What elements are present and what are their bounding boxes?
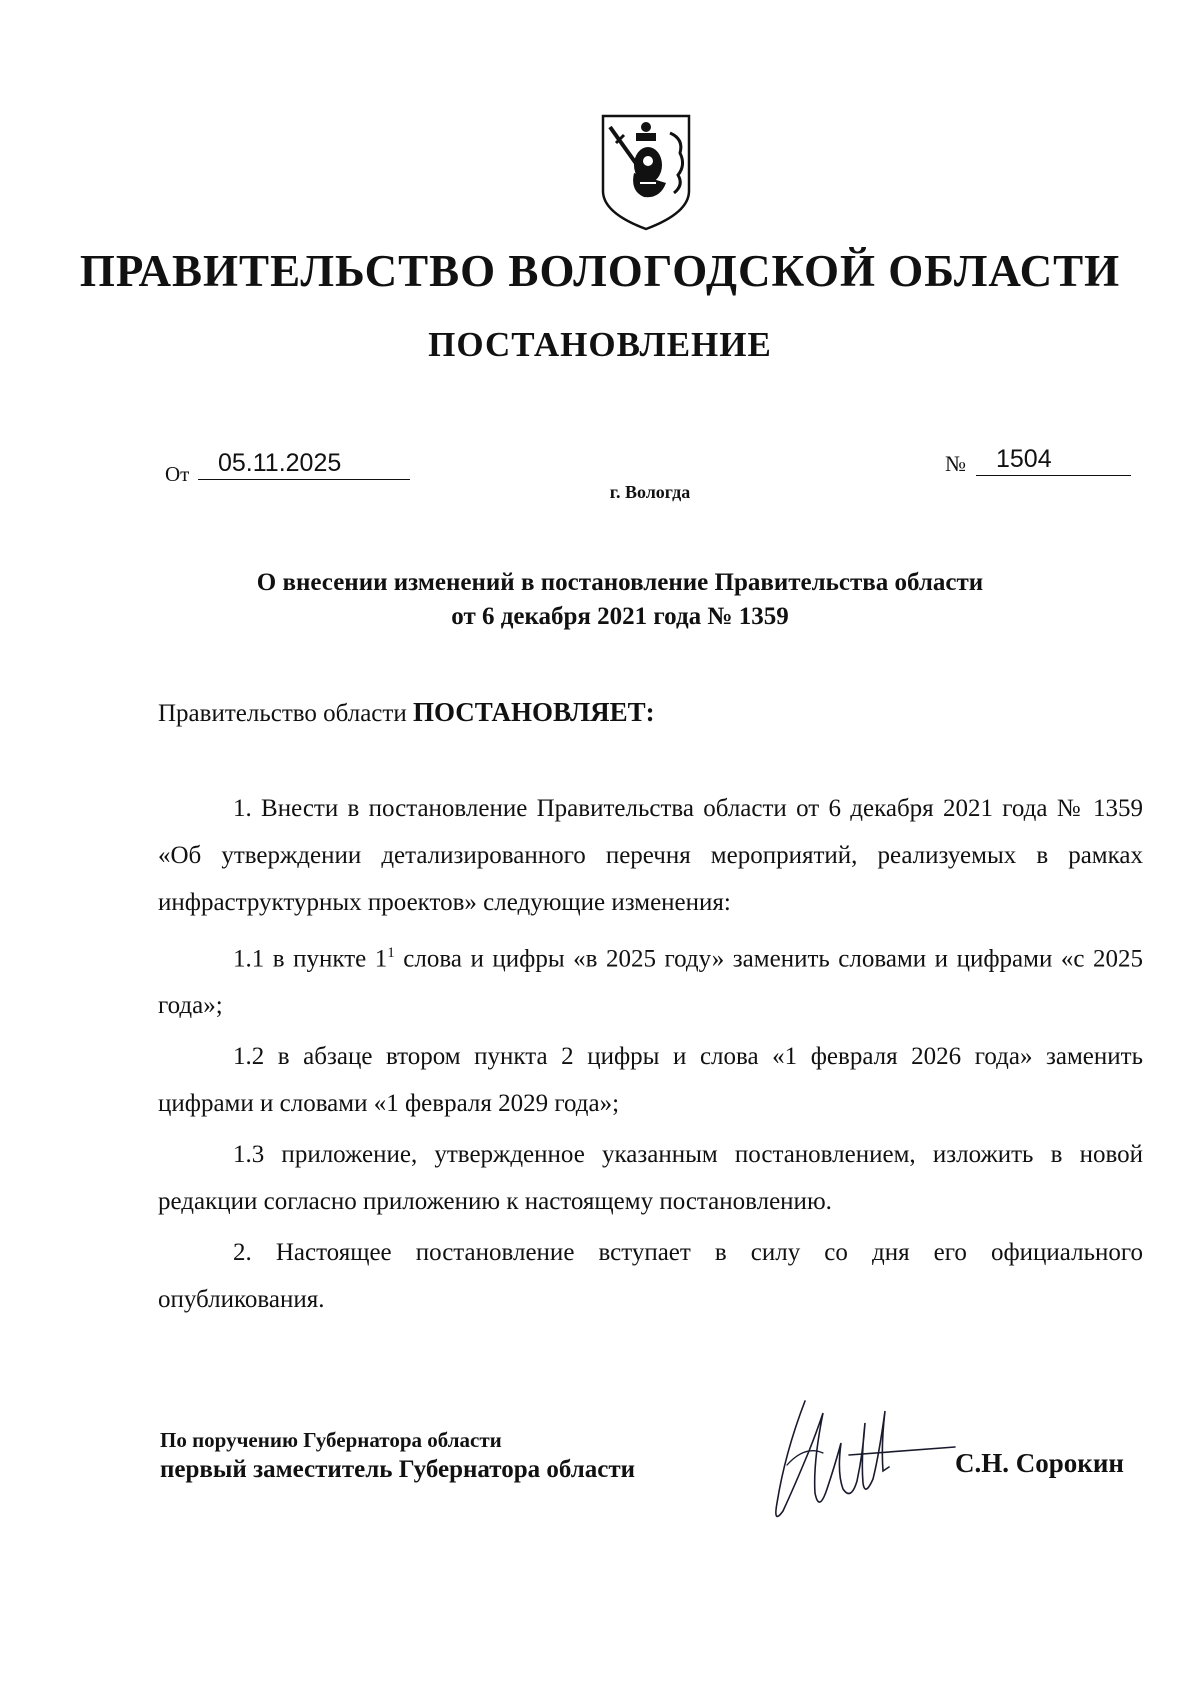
clause-1-2: 1.2 в абзаце втором пункта 2 цифры и слова «1 февраля 2026 года» заменить цифрами и словами «1 февраля 2029 года»; bbox=[158, 1043, 1143, 1118]
document-subject bbox=[180, 566, 1060, 634]
clause-1-3: 1.3 приложение, утвержденное указанным постановлением, изложить в новой редакции согласно приложению к настоящему постановлению. bbox=[158, 1141, 1143, 1216]
clause-2: 2. Настоящее постановление вступает в силу со дня его официального опубликования. bbox=[158, 1239, 1143, 1314]
city: г. Вологда bbox=[609, 482, 691, 502]
preamble bbox=[158, 697, 655, 728]
clause-1: 1. Внести в постановление Правительства области от 6 декабря 2021 года № 1359 «Об утверждении детализированного перечня мероприятий, реализуемых в рамках инфраструктурных проектов» следующие изменения: bbox=[158, 795, 1143, 916]
signatory-position: первый заместитель Губернатора области bbox=[160, 1456, 636, 1483]
preamble-verb: ПОСТАНОВЛЯЕТ: bbox=[412, 697, 655, 727]
document-type: ПОСТАНОВЛЕНИЕ bbox=[428, 325, 772, 364]
preamble-text: Правительство области bbox=[158, 700, 407, 727]
document-body bbox=[158, 785, 1143, 1323]
subject-line-2: от 6 декабря 2021 года № 1359 bbox=[451, 603, 789, 630]
handwritten-signature-icon bbox=[765, 1393, 960, 1533]
number-label: № bbox=[945, 451, 966, 476]
document-date: 05.11.2025 bbox=[198, 446, 410, 480]
date-label: От bbox=[165, 462, 190, 486]
clause-1-1-end: слова и цифры «в 2025 году» заменить словами и цифрами «с 2025 года»; bbox=[158, 945, 1143, 1020]
government-name: ПРАВИТЕЛЬСТВО ВОЛОГОДСКОЙ ОБЛАСТИ bbox=[79, 246, 1121, 296]
clause-1-1-start: 1.1 в пункте 1 bbox=[233, 945, 388, 973]
clause-1-1-superscript: 1 bbox=[387, 945, 395, 961]
document-number: 1504 bbox=[976, 442, 1131, 476]
clause-1-1 bbox=[158, 930, 1143, 1029]
signatory-authority: По поручению Губернатора области bbox=[160, 1428, 502, 1452]
coat-of-arms-icon bbox=[600, 113, 692, 231]
subject-line-1: О внесении изменений в постановление Правительства области bbox=[256, 569, 984, 596]
signer-name: С.Н. Сорокин bbox=[955, 1448, 1124, 1478]
